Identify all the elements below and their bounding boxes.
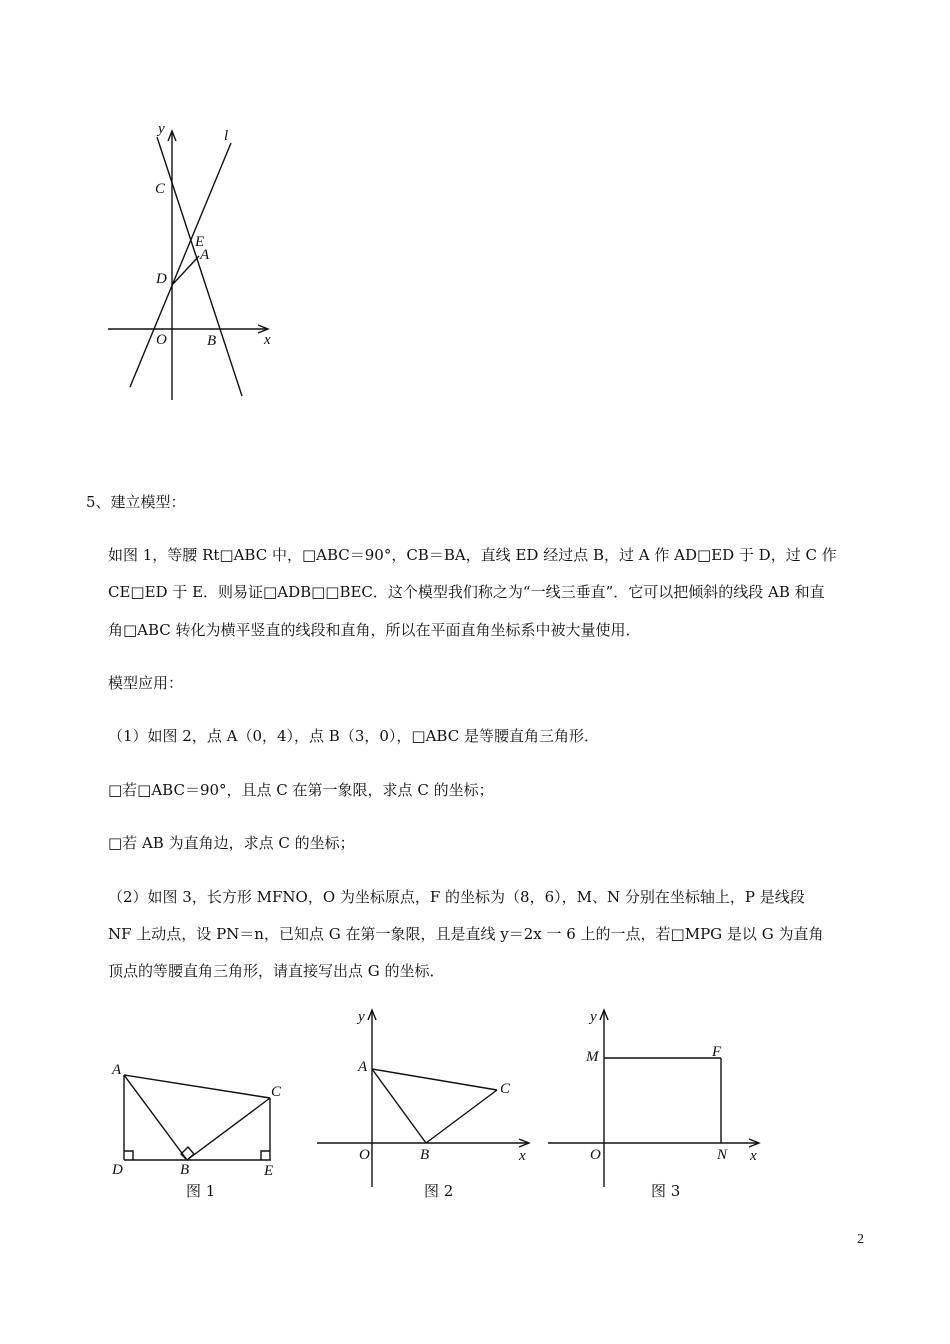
question-1-part-a: □若□ABC＝90°，且点 C 在第一象限，求点 C 的坐标； xyxy=(108,781,494,799)
model-paragraph-line-1: 如图 1，等腰 Rt□ABC 中，□ABC＝90°，CB＝BA，直线 ED 经过点 B，过 A 作 AD□ED 于 D，过 C 作 xyxy=(108,546,837,564)
question-2-line-2: NF 上动点，设 PN＝n，已知点 G 在第一象限，且是直线 y＝2x 一 6 上的一点，若□MPG 是以 G 为直角 xyxy=(108,925,824,943)
label-o: O xyxy=(156,332,167,348)
fig2-label-o: O xyxy=(359,1147,370,1163)
fig3-label-m: M xyxy=(586,1049,599,1065)
page-number: 2 xyxy=(857,1232,864,1247)
fig1-line-bc xyxy=(187,1098,270,1160)
line-cb xyxy=(157,137,242,396)
label-e: E xyxy=(195,234,205,250)
section-heading: 5、建立模型： xyxy=(86,493,186,511)
fig1-right-angle-d xyxy=(124,1151,133,1160)
fig2-line-bc xyxy=(426,1090,497,1143)
fig3-label-n: N xyxy=(717,1147,728,1163)
fig1-line-ab xyxy=(124,1075,187,1160)
model-paragraph-line-2: CE□ED 于 E．则易证□ADB□□BEC．这个模型我们称之为“一线三垂直”．它可以把倾斜的线段 AB 和直 xyxy=(108,583,825,601)
fig3-label-f: F xyxy=(712,1044,722,1060)
fig3-caption: 图 3 xyxy=(651,1182,681,1200)
fig1-label-e: E xyxy=(264,1163,274,1179)
label-y: y xyxy=(158,121,165,137)
fig2-label-y: y xyxy=(358,1009,365,1025)
fig1-label-a: A xyxy=(112,1062,122,1078)
question-2-line-3: 顶点的等腰直角三角形，请直接写出点 G 的坐标． xyxy=(108,962,445,980)
line-l xyxy=(130,143,231,387)
figures-row xyxy=(0,990,950,1210)
question-1-part-b: □若 AB 为直角边，求点 C 的坐标； xyxy=(108,834,355,852)
fig2-label-b: B xyxy=(420,1147,430,1163)
figure-1 xyxy=(111,1062,282,1200)
segment-da xyxy=(173,256,199,284)
question-2-line-1: （2）如图 3，长方形 MFNO，O 为坐标原点，F 的坐标为（8，6），M、N 分别在坐标轴上，P 是线段 xyxy=(108,888,805,906)
figure-3 xyxy=(548,1009,759,1200)
model-application-label: 模型应用： xyxy=(108,674,184,692)
fig3-label-y: y xyxy=(590,1009,597,1025)
fig2-label-x: x xyxy=(519,1148,526,1164)
fig1-caption: 图 1 xyxy=(186,1182,216,1200)
coordinate-figure-top xyxy=(0,0,950,420)
fig2-label-c: C xyxy=(500,1081,511,1097)
label-b: B xyxy=(207,333,217,349)
label-l: l xyxy=(224,128,229,144)
model-paragraph-line-3: 角□ABC 转化为横平竖直的线段和直角，所以在平面直角坐标系中被大量使用． xyxy=(108,621,641,639)
fig3-label-x: x xyxy=(750,1148,757,1164)
question-1: （1）如图 2，点 A（0，4），点 B（3，0），□ABC 是等腰直角三角形． xyxy=(108,727,599,745)
fig2-caption: 图 2 xyxy=(424,1182,454,1200)
label-x: x xyxy=(264,332,271,348)
fig3-label-o: O xyxy=(590,1147,601,1163)
fig1-line-ac xyxy=(124,1075,270,1098)
label-c: C xyxy=(155,181,166,197)
fig1-right-angle-e xyxy=(261,1151,270,1160)
fig2-line-ab xyxy=(372,1069,426,1143)
fig1-label-b: B xyxy=(180,1162,190,1178)
label-a: A xyxy=(200,247,210,263)
fig1-label-d: D xyxy=(112,1162,123,1178)
fig2-label-a: A xyxy=(358,1059,368,1075)
figure-2 xyxy=(317,1009,529,1200)
fig2-line-ac xyxy=(372,1069,497,1090)
label-d: D xyxy=(156,271,167,287)
fig1-label-c: C xyxy=(271,1084,282,1100)
